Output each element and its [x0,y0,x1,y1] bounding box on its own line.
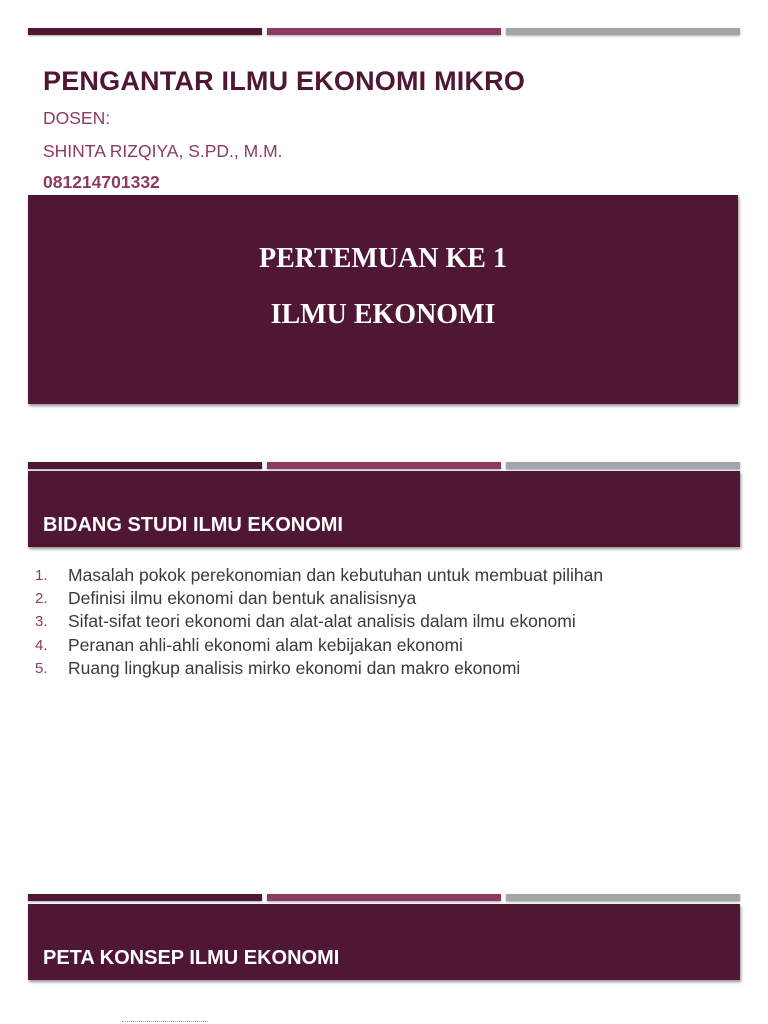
list-text: Peranan ahli-ahli ekonomi alam kebijakan ekonomi [68,634,463,655]
lecturer-name: SHINTA RIZQIYA, S.PD., M.M. [43,141,283,161]
accent-bar-mauve [267,894,501,901]
list-number: 4. [35,636,48,654]
accent-bar-mauve [267,462,501,469]
slide-title: PENGANTAR ILMU EKONOMI MIKRO [43,66,526,96]
list-item [35,610,603,633]
section-title: BIDANG STUDI ILMU EKONOMI [43,514,343,536]
diagram-fragment [122,1021,208,1022]
lecturer-label: DOSEN: [43,108,111,128]
accent-bar-gray [506,462,740,469]
accent-bar-dark [28,462,262,469]
section-title: PETA KONSEP ILMU EKONOMI [43,947,340,969]
accent-bar-dark [28,28,262,35]
list-number: 3. [35,613,48,631]
list-number: 1. [35,567,48,584]
meeting-number: PERTEMUAN KE 1 [259,243,507,274]
list-item [35,564,603,587]
accent-bar-dark [28,894,262,901]
accent-bar-mauve [267,28,501,35]
list-item [35,587,603,610]
list-item [35,634,603,657]
meeting-topic: ILMU EKONOMI [270,299,496,330]
list-text: Masalah pokok perekonomian dan kebutuhan untuk membuat pilihan [68,565,604,585]
slide2-accent-bars [28,462,740,469]
topic-list [35,564,603,680]
list-number: 5. [35,659,48,677]
section-header [28,471,740,547]
section-header [28,904,740,980]
list-number: 2. [35,590,48,608]
slide1-accent-bars [28,28,740,35]
list-item [35,657,603,680]
list-text: Sifat-sifat teori ekonomi dan alat-alat analisis dalam ilmu ekonomi [68,611,576,632]
lecturer-phone: 081214701332 [43,172,160,192]
accent-bar-gray [506,28,740,35]
meeting-banner [28,195,738,404]
list-text: Definisi ilmu ekonomi dan bentuk analisisnya [68,588,417,609]
accent-bar-gray [506,894,740,901]
list-text: Ruang lingkup analisis mirko ekonomi dan makro ekonomi [68,657,521,678]
slide3-accent-bars [28,894,740,901]
